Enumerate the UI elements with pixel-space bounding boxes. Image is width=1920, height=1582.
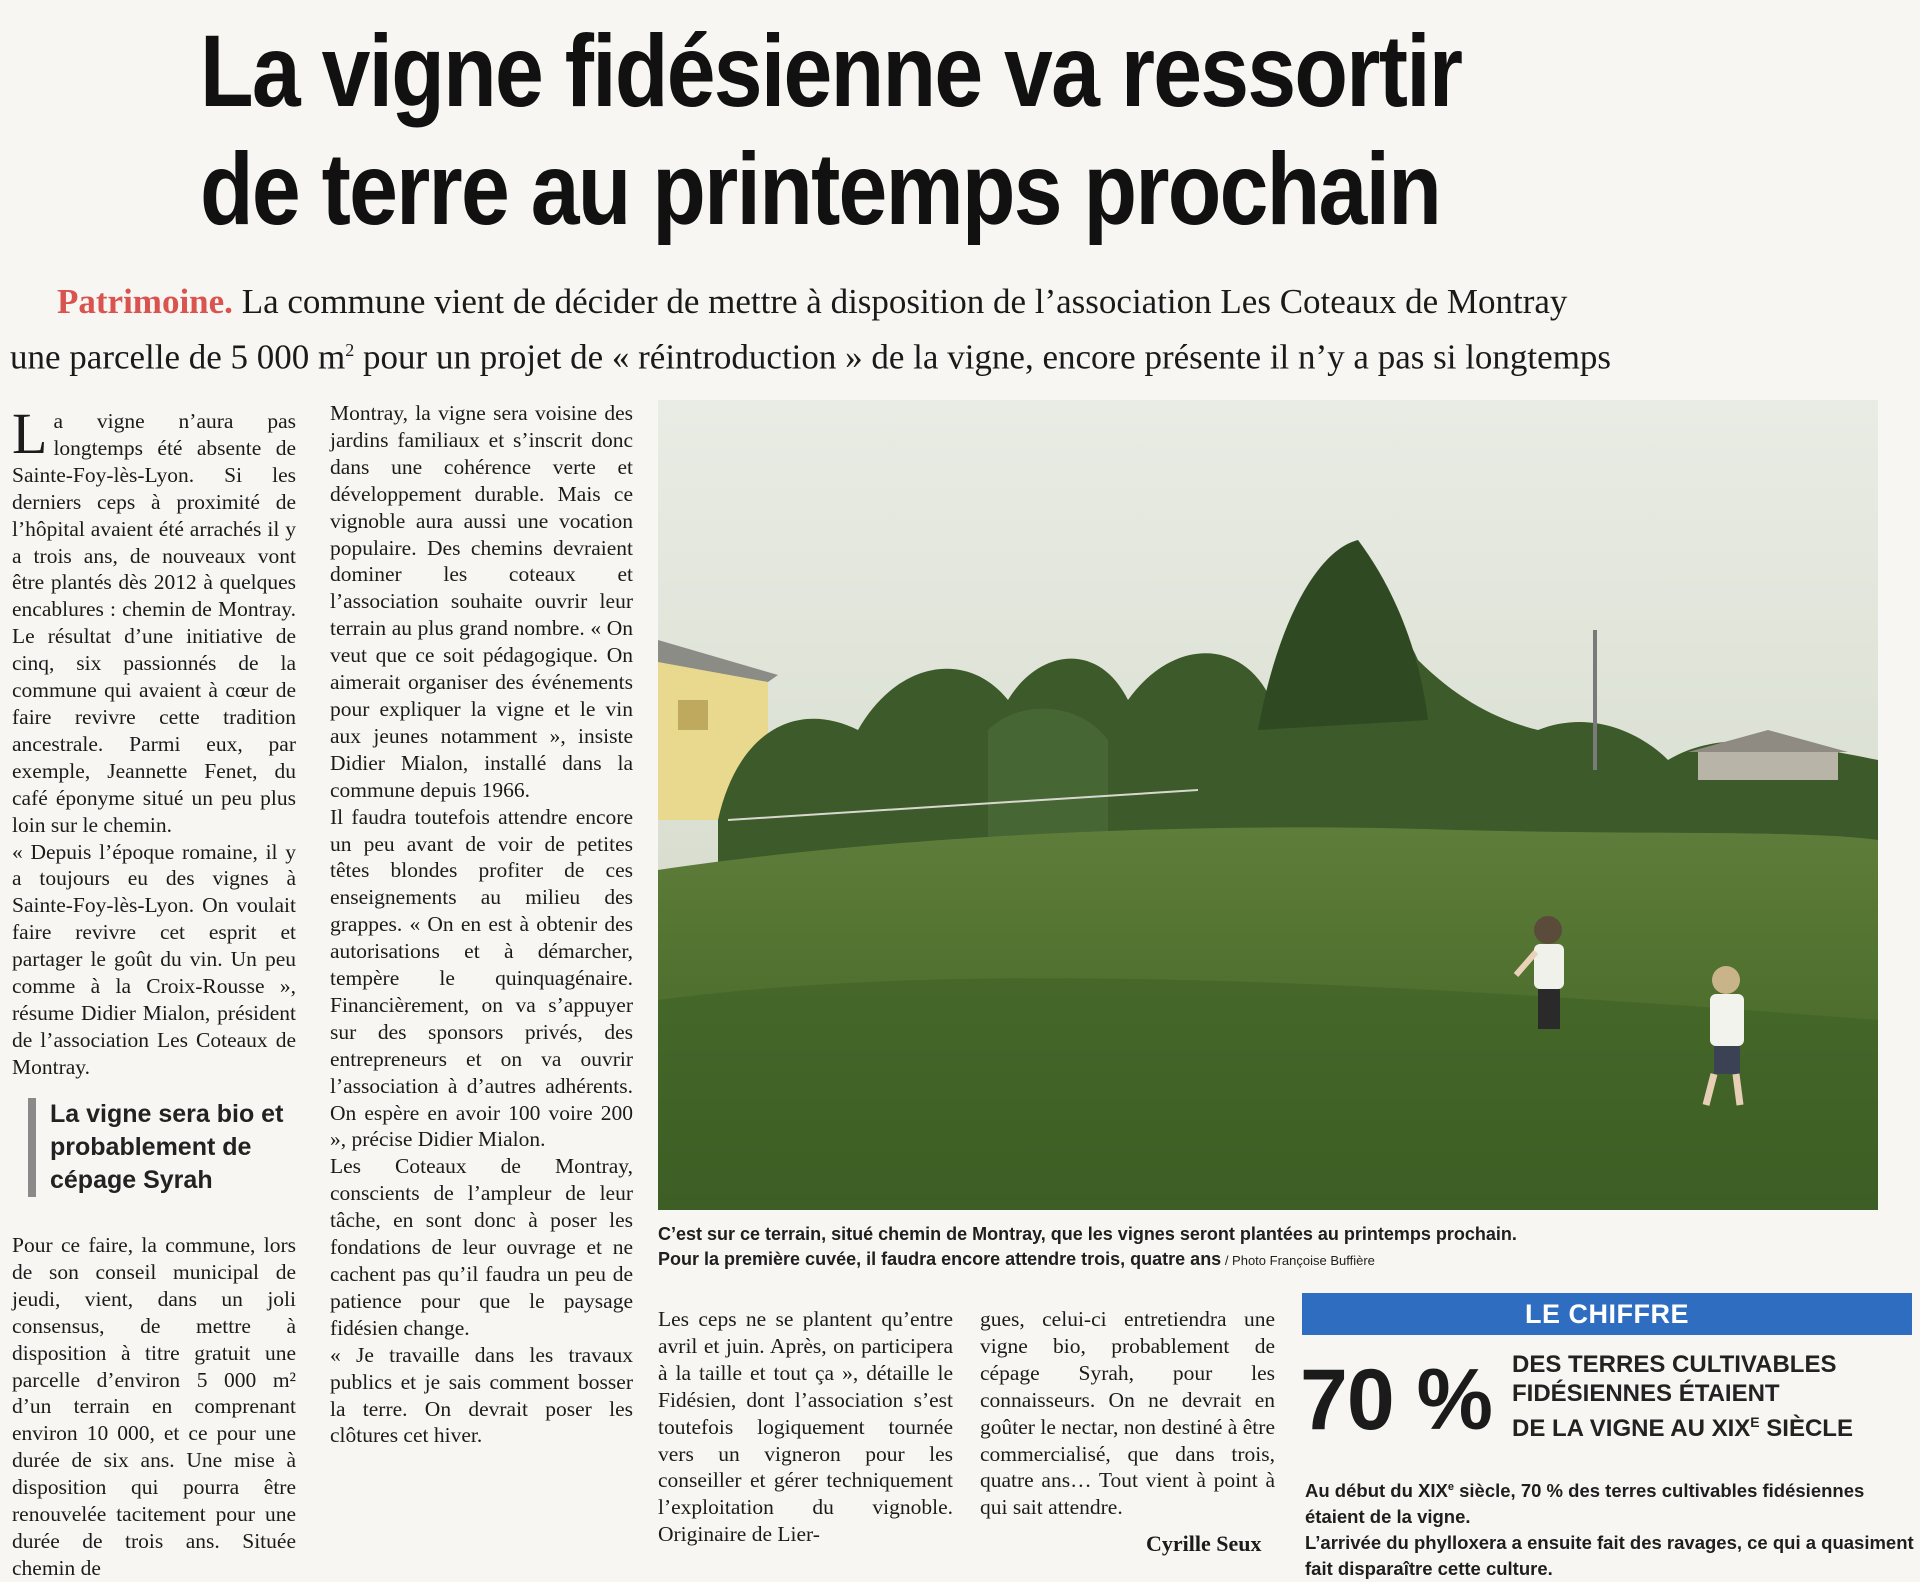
le-chiffre-header: LE CHIFFRE — [1302, 1293, 1912, 1335]
body-column-1-bottom — [12, 1232, 296, 1582]
chiffre-text-1a: Au début du XIX — [1305, 1480, 1448, 1502]
caption-text-2: Pour la première cuvée, il faudra encore attendre trois, quatre ans — [658, 1249, 1222, 1269]
caption-line-1: C’est sur ce terrain, situé chemin de Montray, que les vignes seront plantées au printemps prochain. — [658, 1224, 1517, 1244]
deck-line-2 — [10, 326, 1910, 382]
photo-caption — [658, 1222, 1898, 1273]
author-signature: Cyrille Seux — [1146, 1531, 1262, 1556]
body-paragraph: Les ceps ne se plantent qu’entre avril et juin. Après, on participera à la taille et tout ça », détaille le Fidésien, dont l’association s’est toutefois logiquement tournée vers un vigneron pour les conseiller et gérer techniquement l’exploitation du vignoble. Originaire de Lier- — [658, 1307, 953, 1547]
article-photo — [658, 400, 1878, 1210]
chiffre-label-3b: SIÈCLE — [1759, 1415, 1853, 1442]
chiffre-label-3a: DE LA VIGNE AU XIX — [1512, 1415, 1751, 1442]
body-paragraph: Pour ce faire, la commune, lors de son conseil municipal de jeudi, vient, dans un joli consensus, de mettre à disposition à titre gratuit une parcelle d’environ 5 000 m² d’un terrain en comprenant environ 10 000, et ce pour une durée de six ans. Une mise à disposition qui pourra être renouvelée tacitement pour une durée de trois ans. Située chemin de — [12, 1233, 296, 1580]
article-headline — [200, 12, 1507, 248]
body-column-2 — [330, 400, 633, 1449]
chiffre-text-2: L’arrivée du phylloxera a ensuite fait des ravages, ce qui a quasiment fait disparaître cette culture. — [1305, 1532, 1914, 1580]
chiffre-explanation — [1305, 1474, 1917, 1582]
article-deck — [10, 278, 1910, 382]
headline-line-2: de terre au printemps prochain — [200, 132, 1441, 246]
headline-line-1: La vigne fidésienne va ressortir — [200, 14, 1462, 128]
pull-quote: La vigne sera bio et probablement de cépage Syrah — [28, 1098, 285, 1197]
body-column-4 — [980, 1306, 1275, 1521]
chiffre-text-sup: e — [1447, 1481, 1454, 1493]
body-text: a vigne n’aura pas longtemps été absente de Sainte-Foy-lès-Lyon. Si les derniers ceps à proximité de l’hôpital avaient été arrachés il y a trois ans, de nouveaux vont être plantés dès 2012 à quelques encablures : chemin de Montray. Le résultat d’une initiative de cinq, six passionnés de la commune qui avaient à cœur de faire revivre cette tradition ancestrale. Parmi eux, par exemple, Jeannette Fenet, du café éponyme situé un peu plus loin sur le chemin. — [12, 409, 296, 837]
deck-text-1: La commune vient de décider de mettre à disposition de l’association Les Coteaux de Montray — [232, 282, 1568, 321]
body-column-3 — [658, 1306, 953, 1548]
chiffre-text-1b: siècle, 70 % des terres cultivables fidésiennes étaient de la vigne. — [1305, 1480, 1865, 1528]
deck-superscript: 2 — [345, 340, 355, 360]
chiffre-value: 70 % — [1300, 1352, 1493, 1448]
body-paragraph: gues, celui-ci entretiendra une vigne bio, probablement de cépage Syrah, pour les connaisseurs. On ne devrait en goûter le nectar, non destiné à être commercialisé, que dans trois, quatre ans… Tout vient à point à qui sait attendre. — [980, 1307, 1275, 1520]
deck-kicker: Patrimoine. — [57, 282, 233, 321]
body-column-1-top — [12, 401, 296, 1081]
deck-text-2a: une parcelle de 5 000 m — [10, 337, 346, 377]
body-paragraph: Montray, la vigne sera voisine des jardins familiaux et s’inscrit donc dans une cohérence verte et développement durable. Mais ce vignoble aura aussi une vocation populaire. Des chemins devraient dominer les coteaux et l’association souhaite ouvrir leur terrain au plus grand nombre. « On veut que ce soit pédagogique. On aimerait organiser des événements pour expliquer la vigne et le vin aux jeunes notamment », insiste Didier Mialon, installé dans la commune depuis 1966. — [330, 401, 633, 802]
caption-line-2 — [658, 1247, 1898, 1273]
body-paragraph: Il faudra toutefois attendre encore un peu avant de voir de petites têtes blondes profiter de ces enseignements au milieu des grappes. « On en est à obtenir des autorisations et à démarcher, tempère le quinquagénaire. Financièrement, on va s’appuyer sur des sponsors privés, des entrepreneurs et on va ouvrir l’association à d’autres adhérents. On espère en avoir 100 voire 200 », précise Didier Mialon. — [330, 804, 633, 1152]
chiffre-label-sup: E — [1750, 1414, 1760, 1430]
body-paragraph: Les Coteaux de Montray, conscients de l’ampleur de leur tâche, en sont donc à poser les fondations de leur ouvrage et ne cachent pas qu’il faudra un peu de patience pour que le paysage fidésien change. — [330, 1154, 633, 1340]
chiffre-text-1 — [1305, 1474, 1917, 1530]
drop-cap: L — [12, 401, 48, 466]
body-paragraph: « Depuis l’époque romaine, il y a toujours eu des vignes à Sainte-Foy-lès-Lyon. On voulait faire revivre cet esprit et partager le goût du vin. Un peu comme à la Croix-Rousse », résume Didier Mialon, président de l’association Les Coteaux de Montray. — [12, 839, 296, 1079]
photo-credit: / Photo Françoise Buffière — [1221, 1253, 1375, 1268]
chiffre-label-line-1: DES TERRES CULTIVABLES — [1512, 1351, 1837, 1378]
body-paragraph: « Je travaille dans les travaux publics et je sais comment bosser la terre. On devrait poser les clôtures cet hiver. — [330, 1342, 633, 1448]
chiffre-label — [1512, 1350, 1892, 1443]
body-paragraph — [12, 401, 296, 839]
deck-line-1 — [10, 278, 1910, 326]
chiffre-label-line-2: FIDÉSIENNES ÉTAIENT — [1512, 1380, 1780, 1407]
deck-text-2b: pour un projet de « réintroduction » de la vigne, encore présente il n’y a pas si longtemps — [354, 337, 1612, 377]
chiffre-label-line-3 — [1512, 1408, 1892, 1443]
vineyard-field-image — [658, 400, 1878, 1210]
